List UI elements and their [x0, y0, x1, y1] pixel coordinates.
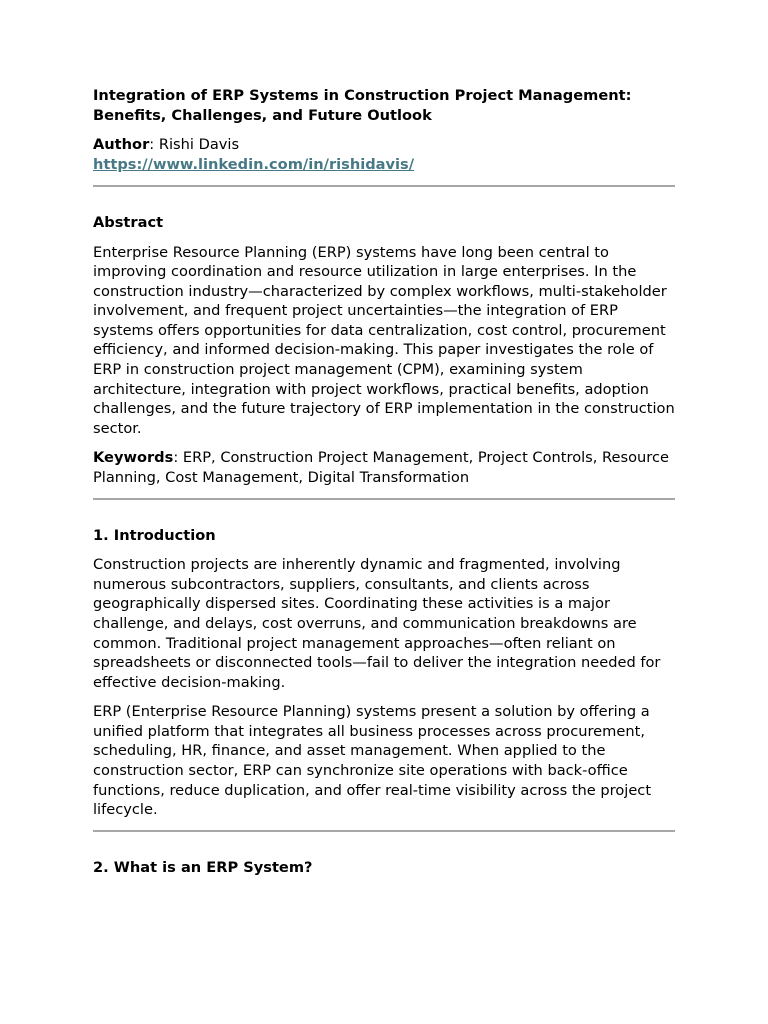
keywords-separator: : — [173, 449, 183, 467]
introduction-paragraph-2: ERP (Enterprise Resource Planning) systems present a solution by offering a unified platform that integrates all business processes across procurement, scheduling, HR, finance, and asset management. When applied to the construction sector, ERP can synchronize site operations with back-office functions, reduce duplication, and offer real-time visibility across the project lifecycle. — [93, 703, 652, 819]
author-line — [93, 135, 675, 155]
keywords-line — [93, 448, 675, 487]
section-2-heading: 2. What is an ERP System? — [93, 858, 313, 876]
keywords-label: Keywords — [93, 449, 174, 467]
abstract-heading: Abstract — [93, 214, 164, 231]
author-linkedin-link[interactable]: https://www.linkedin.com/in/rishidavis/ — [93, 155, 415, 173]
document-title: Integration of ERP Systems in Construction Project Management: Benefits, Challenges, and Future Outlook — [93, 87, 632, 124]
author-separator: : — [149, 136, 159, 153]
keywords-list: ERP, Construction Project Management, Project Controls, Resource Planning, Cost Management, Digital Transformation — [93, 449, 669, 487]
document-page — [93, 86, 675, 887]
introduction-heading: 1. Introduction — [93, 526, 216, 544]
abstract-body: Enterprise Resource Planning (ERP) systems have long been central to improving coordination and resource utilization in large enterprises. In the construction industry—characterized by complex workflows, multi-stakeholder involvement, and frequent project uncertainties—the integration of ERP systems offers opportunities for data centralization, cost control, procurement efficiency, and informed decision-making. This paper investigates the role of ERP in construction project management (CPM), examining system architecture, integration with project workflows, practical benefits, adoption challenges, and the future trajectory of ERP implementation in the construction sector. — [93, 243, 675, 437]
introduction-paragraph-1: Construction projects are inherently dynamic and fragmented, involving numerous subcontractors, suppliers, consultants, and clients across geographically dispersed sites. Coordinating these activities is a major challenge, and delays, cost overruns, and communication breakdowns are common. Traditional project management approaches—often reliant on spreadsheets or disconnected tools—fail to deliver the integration needed for effective decision-making. — [93, 556, 661, 691]
author-name: Rishi Davis — [158, 136, 240, 153]
author-label: Author — [93, 136, 150, 153]
